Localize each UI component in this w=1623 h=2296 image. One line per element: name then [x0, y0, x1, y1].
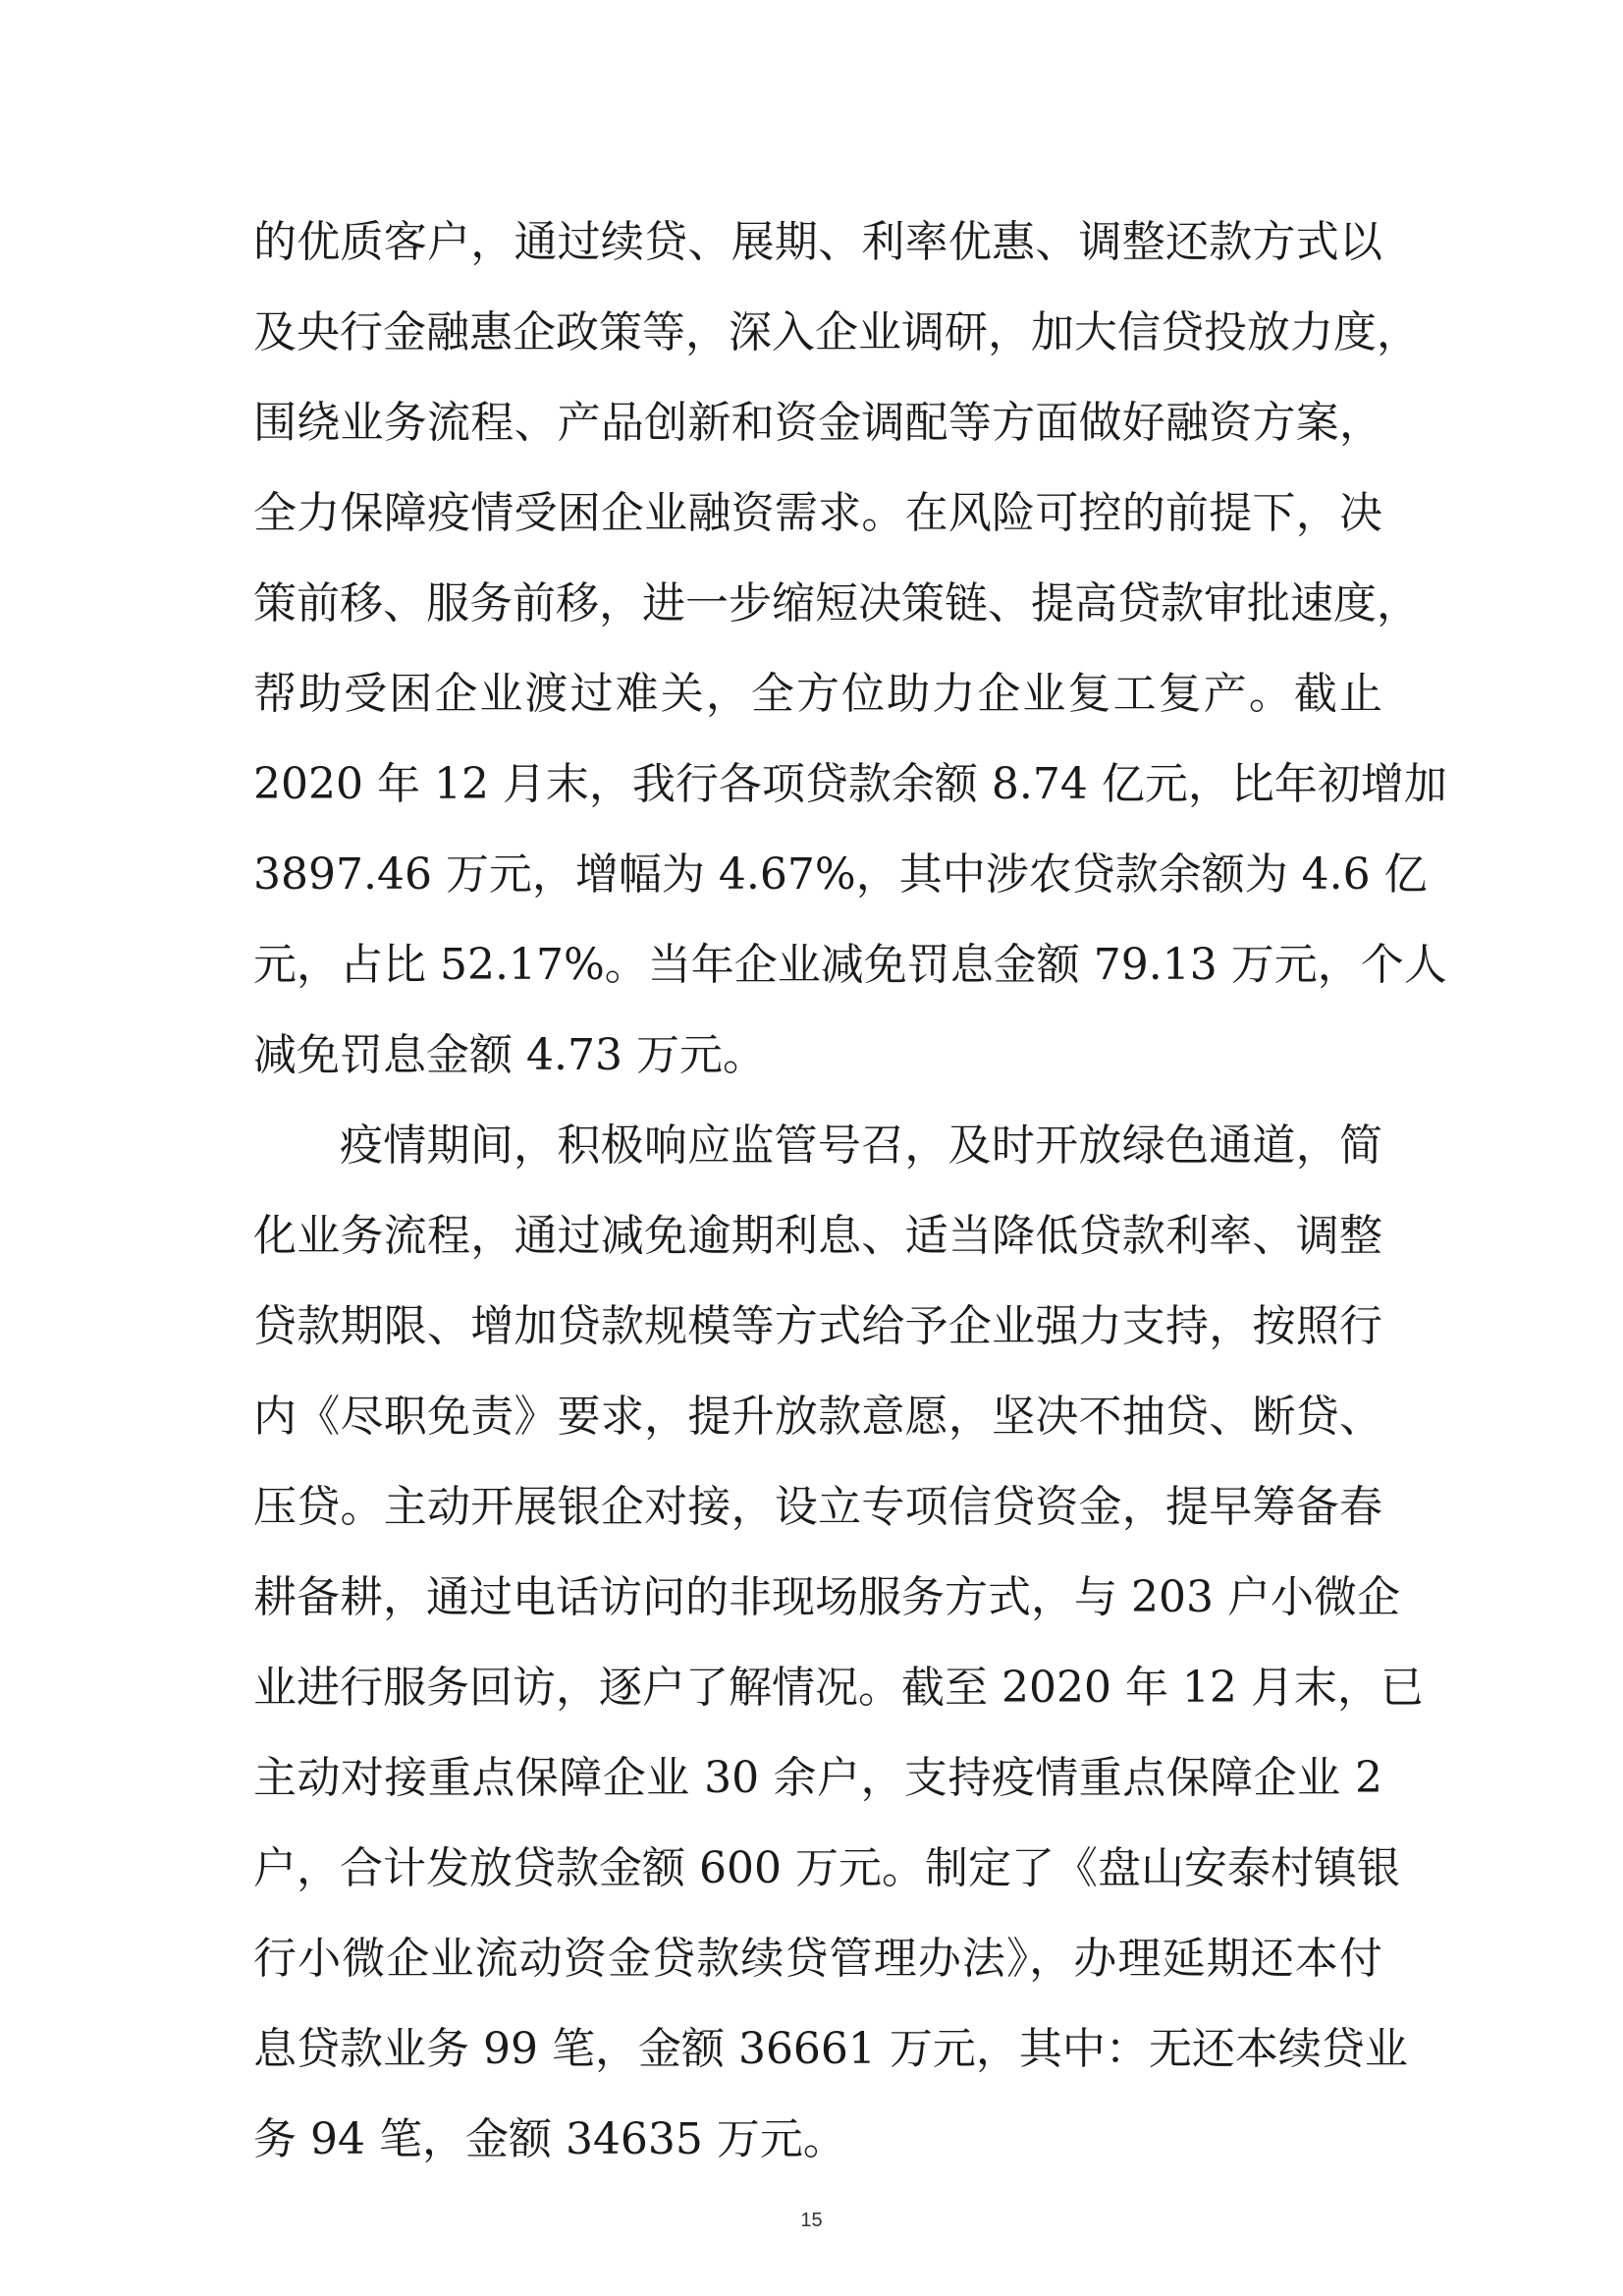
text-line: 疫情期间，积极响应监管号召，及时开放绿色通道，简: [340, 1121, 1382, 1171]
text-line: 3897.46 万元，增幅为 4.67%，其中涉农贷款余额为 4.6 亿: [253, 849, 1428, 900]
text-line: 帮助受困企业渡过难关，全方位助力企业复工复产。截止: [253, 669, 1382, 719]
text-line: 息贷款业务 99 笔，金额 36661 万元，其中：无还本续贷业: [253, 2024, 1408, 2074]
text-line: 内《尽职免责》要求，提升放款意愿，坚决不抽贷、断贷、: [253, 1392, 1382, 1442]
text-line: 主动对接重点保障企业 30 余户，支持疫情重点保障企业 2: [253, 1753, 1382, 1803]
text-line: 务 94 笔，金额 34635 万元。: [253, 2114, 846, 2164]
text-line: 2020 年 12 月末，我行各项贷款余额 8.74 亿元，比年初增加: [253, 759, 1447, 809]
text-line: 全力保障疫情受困企业融资需求。在风险可控的前提下，决: [253, 488, 1382, 538]
text-line: 业进行服务回访，逐户了解情况。截至 2020 年 12 月末，已: [253, 1663, 1424, 1713]
text-line: 耕备耕，通过电话访问的非现场服务方式，与 203 户小微企: [253, 1572, 1400, 1622]
text-line: 化业务流程，通过减免逾期利息、适当降低贷款利率、调整: [253, 1211, 1382, 1261]
text-line: 贷款期限、增加贷款规模等方式给予企业强力支持，按照行: [253, 1301, 1382, 1351]
text-line: 元，占比 52.17%。当年企业减免罚息金额 79.13 万元，个人: [253, 940, 1447, 990]
text-line: 策前移、服务前移，进一步缩短决策链、提高贷款审批速度，: [253, 578, 1420, 629]
text-line: 减免罚息金额 4.73 万元。: [253, 1030, 766, 1080]
text-line: 压贷。主动开展银企对接，设立专项信贷资金，提早筹备春: [253, 1482, 1382, 1532]
text-line: 围绕业务流程、产品创新和资金调配等方面做好融资方案，: [253, 398, 1382, 448]
text-line: 及央行金融惠企政策等，深入企业调研，加大信贷投放力度，: [253, 307, 1420, 357]
text-line: 户，合计发放贷款金额 600 万元。制定了《盘山安泰村镇银: [253, 1843, 1400, 1893]
text-line: 行小微企业流动资金贷款续贷管理办法》，办理延期还本付: [253, 1934, 1382, 1984]
text-line: 的优质客户，通过续贷、展期、利率优惠、调整还款方式以: [253, 217, 1382, 267]
page-number: 15: [800, 2210, 823, 2231]
